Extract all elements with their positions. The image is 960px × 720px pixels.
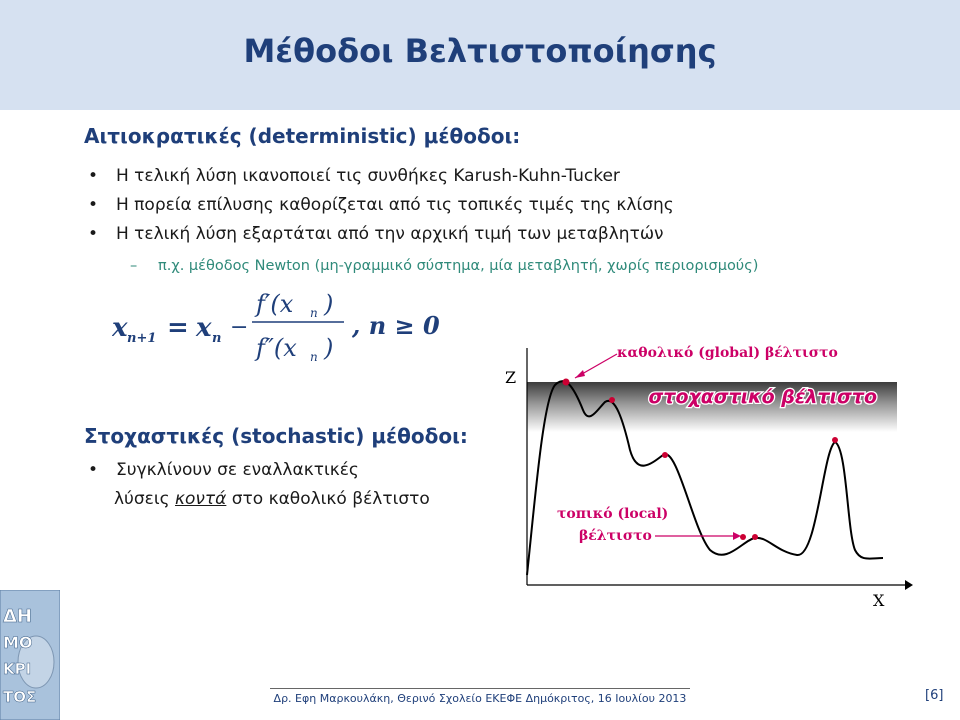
footer-text: Δρ. Εφη Μαρκουλάκη, Θερινό Σχολείο ΕΚΕΦΕ Δημόκριτος, 16 Ιουλίου 2013 (273, 692, 687, 705)
bullet-item (88, 195, 674, 215)
logo-letters: ΔΗ (3, 606, 32, 627)
bullet-item (88, 224, 664, 244)
optimization-landscape (505, 340, 915, 610)
continuation-text: στο καθολικό βέλτιστο (226, 489, 430, 509)
local-optimum-label-line2: βέλτιστο (579, 528, 652, 544)
formula-denominator: f″(x (256, 334, 297, 362)
local-optimum-point (662, 452, 668, 458)
dash-icon: – (130, 258, 138, 274)
newton-formula (112, 284, 452, 374)
formula-minus: − (230, 315, 249, 340)
x-arrow-icon (905, 580, 913, 590)
local-optimum-point (740, 534, 746, 540)
local-optimum-point (832, 437, 838, 443)
bullet-text: Η τελική λύση ικανοποιεί τις συνθήκες Karush-Kuhn-Tucker (116, 166, 620, 186)
local-optimum-label-line1: τοπικό (local) (557, 506, 669, 522)
z-axis-label: Z (505, 368, 517, 387)
footer-divider (270, 688, 690, 689)
formula-den-close: ) (324, 334, 334, 362)
bullet-continuation (114, 489, 430, 509)
bullet-dot-icon: • (88, 460, 99, 480)
deterministic-heading: Αιτιοκρατικές (deterministic) μέθοδοι: (84, 124, 521, 148)
formula-numerator: f′(x (256, 290, 294, 318)
stochastic-heading: Στοχαστικές (stochastic) μέθοδοι: (84, 424, 468, 448)
bullet-dot-icon: • (88, 166, 99, 186)
logo-letters: ΜΟ (3, 633, 33, 652)
emphasis-text: κοντά (175, 489, 227, 509)
formula-num-close: ) (324, 290, 334, 318)
local-pointer-arrow-icon (733, 532, 741, 540)
sub-bullet-text: π.χ. μέθοδος Newton (μη-γραμμικό σύστημα, μία μεταβλητή, χωρίς περιορισμούς) (158, 258, 759, 274)
bullet-text: Συγκλίνουν σε εναλλακτικές (116, 460, 359, 480)
formula-lhs-sub: n+1 (127, 331, 157, 346)
stochastic-label: στοχαστικό βέλτιστο (648, 386, 877, 408)
global-optimum-label: καθολικό (global) βέλτιστο (617, 345, 838, 361)
formula-x-sub: n (212, 331, 222, 346)
bullet-text: Η πορεία επίλυσης καθορίζεται από τις τοπικές τιμές της κλίσης (116, 195, 674, 215)
formula-equals: = (167, 313, 189, 343)
formula-den-sub: n (310, 350, 318, 364)
global-pointer-arrow-icon (575, 370, 585, 378)
logo-letters: ΤΟΣ (3, 688, 37, 706)
formula-condition: , n ≥ 0 (352, 311, 440, 340)
x-axis-label: X (873, 591, 885, 610)
bullet-dot-icon: • (88, 224, 99, 244)
bullet-dot-icon: • (88, 195, 99, 215)
local-optimum-point (752, 534, 758, 540)
formula-x: x (196, 313, 212, 343)
bullet-item (88, 460, 359, 480)
formula-num-sub: n (310, 306, 318, 320)
page-number: [6] (925, 688, 944, 703)
global-optimum-point (563, 379, 570, 386)
slide-title: Μέθοδοι Βελτιστοποίησης (243, 32, 717, 70)
bullet-item (88, 166, 620, 186)
formula-lhs: x (112, 313, 128, 343)
continuation-text: λύσεις (114, 489, 175, 509)
local-optimum-point (609, 397, 615, 403)
logo-letters: ΚΡΙ (3, 660, 32, 678)
bullet-text: Η τελική λύση εξαρτάται από την αρχική τιμή των μεταβλητών (116, 224, 664, 244)
sub-bullet-item (130, 258, 758, 274)
